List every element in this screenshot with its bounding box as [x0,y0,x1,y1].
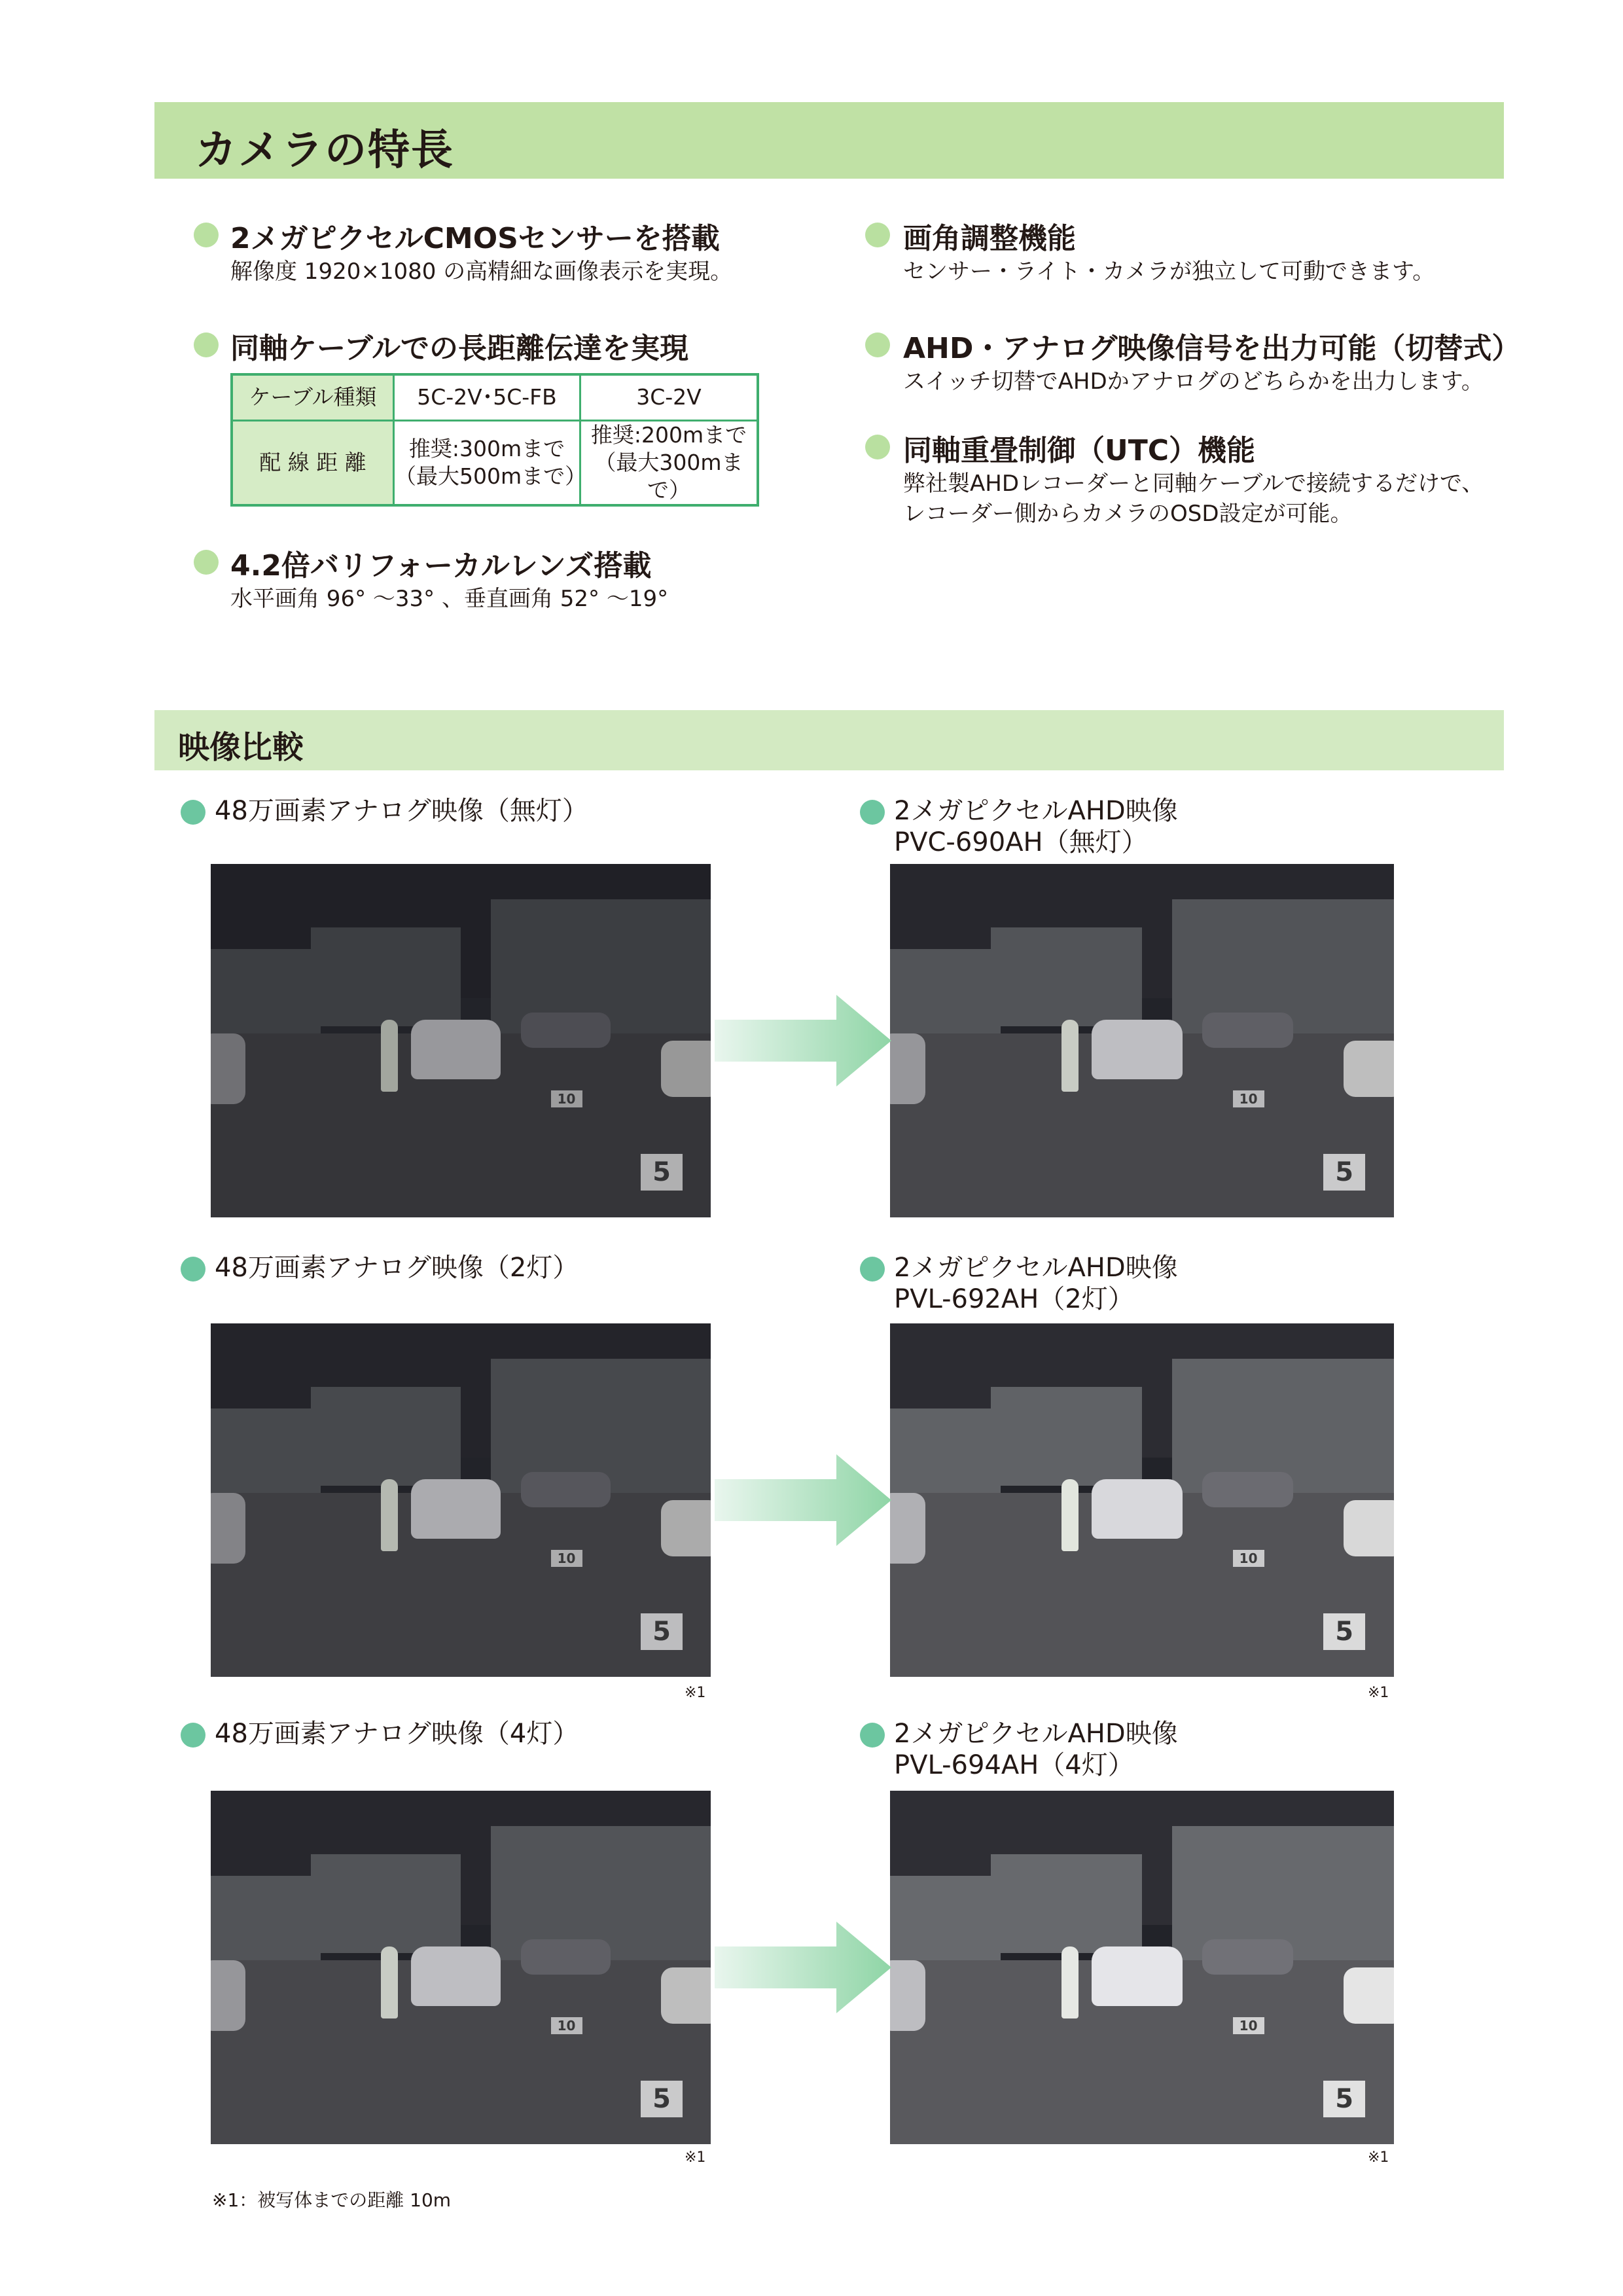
table-header-cable-type: ケーブル種類 [232,374,394,420]
caption-ahd-title: 2メガピクセルAHD映像 [894,1253,1178,1283]
distance-recommended: 推奨:300mまで [408,435,565,461]
photo-car [1344,1041,1394,1097]
cable-distance-table [230,373,759,507]
photo-car [211,1960,245,2031]
photo-person [381,1020,398,1092]
photo-person [381,1479,398,1551]
photo-car [411,1946,501,2007]
distance-sign-5: 5 [641,1613,683,1650]
caption-ahd-title: 2メガピクセルAHD映像 [894,1719,1178,1749]
distance-sign-5: 5 [1323,2081,1365,2117]
photo-car [661,1967,711,2024]
photo-car [1092,1020,1183,1080]
caption-analog-2-light: 48万画素アナログ映像（2灯） [215,1253,579,1283]
photo-building [311,1854,461,1953]
photo-car [890,1033,925,1104]
table-header-distance: 配 線 距 離 [232,420,394,505]
photo-car [1202,1013,1293,1048]
photo-building [311,927,461,1026]
photo-car [890,1960,925,2031]
bullet-icon [865,435,890,459]
distance-sign-10: 10 [551,1090,582,1107]
bullet-icon [865,223,890,247]
night-parking-photo [211,1323,711,1677]
bullet-icon [860,1723,885,1748]
distance-max: （最大300mまで） [594,449,743,503]
photo-car [1344,1967,1394,2024]
distance-max: （最大500mまで） [395,463,587,489]
feature-desc-utc-1: 弊社製AHDレコーダーと同軸ケーブルで接続するだけで、 [903,471,1484,497]
night-parking-photo [890,1323,1394,1677]
photo-building [991,1387,1142,1486]
night-parking-photo [211,864,711,1217]
distance-sign-5: 5 [641,1154,683,1191]
night-parking-photo [890,864,1394,1217]
photo-car [661,1500,711,1556]
caption-ahd-title: 2メガピクセルAHD映像 [894,796,1178,826]
distance-sign-10: 10 [1233,2017,1264,2034]
photo-car [1344,1500,1394,1556]
feature-title-output: AHD・アナログ映像信号を出力可能（切替式） [903,332,1521,365]
feature-desc-utc-2: レコーダー側からカメラのOSD設定が可能。 [903,501,1353,527]
photo-car [211,1033,245,1104]
photo-building [991,1854,1142,1953]
photo-car [1202,1472,1293,1507]
distance-sign-5: 5 [1323,1613,1365,1650]
feature-desc-lens: 水平画角 96° ～33° 、垂直画角 52° ～19° [230,586,669,612]
section-title: 映像比較 [178,729,304,766]
photo-building [991,927,1142,1026]
photo-person [381,1946,398,2018]
photo-car [1202,1939,1293,1975]
feature-desc-output: スイッチ切替でAHDかアナログのどちらかを出力します。 [903,368,1484,395]
photo-note: ※1 [1368,2149,1389,2166]
photo-person [1061,1946,1079,2018]
comparison-arrow-icon [715,1922,891,2013]
bullet-icon [181,800,205,825]
distance-sign-10: 10 [1233,1550,1264,1567]
comparison-arrow-icon [715,1454,891,1546]
distance-sign-10: 10 [551,2017,582,2034]
comparison-section-header [154,710,1504,770]
photo-note: ※1 [1368,1685,1389,1701]
feature-title-utc: 同軸重畳制御（UTC）機能 [903,434,1256,467]
feature-desc-angle: センサー・ライト・カメラが独立して可動できます。 [903,259,1435,285]
distance-sign-5: 5 [1323,1154,1365,1191]
photo-car [1092,1946,1183,2007]
photo-car [411,1479,501,1539]
page-title: カメラの特長 [195,126,454,175]
photo-person [1061,1020,1079,1092]
feature-title-coax: 同軸ケーブルでの長距離伝達を実現 [230,332,689,365]
distance-sign-10: 10 [1233,1090,1264,1107]
photo-note: ※1 [685,1685,706,1701]
caption-ahd-model: PVC-690AH（無灯） [894,827,1148,857]
caption-analog-no-light: 48万画素アナログ映像（無灯） [215,796,588,826]
photo-car [890,1493,925,1564]
night-parking-photo [890,1791,1394,2144]
photo-car [211,1493,245,1564]
distance-sign-5: 5 [641,2081,683,2117]
photo-car [1092,1479,1183,1539]
photo-car [521,1472,611,1507]
photo-car [411,1020,501,1080]
photo-building [311,1387,461,1486]
comparison-arrow-icon [715,995,891,1086]
distance-sign-10: 10 [551,1550,582,1567]
bullet-icon [860,800,885,825]
caption-analog-4-light: 48万画素アナログ映像（4灯） [215,1719,579,1749]
feature-title-lens: 4.2倍バリフォーカルレンズ搭載 [230,549,652,583]
table-cell-5c: 5C-2V･5C-FB [394,374,580,420]
caption-ahd-model: PVL-692AH（2灯） [894,1284,1134,1314]
caption-ahd-model: PVL-694AH（4灯） [894,1750,1134,1780]
photo-car [521,1013,611,1048]
bullet-icon [860,1257,885,1282]
night-parking-photo [211,1791,711,2144]
bullet-icon [181,1723,205,1748]
feature-title-cmos: 2メガピクセルCMOSセンサーを搭載 [230,222,720,255]
photo-car [661,1041,711,1097]
photo-note: ※1 [685,2149,706,2166]
feature-desc-cmos: 解像度 1920×1080 の高精細な画像表示を実現。 [230,259,733,285]
footnote: ※1：被写体までの距離 10m [212,2189,452,2211]
photo-car [521,1939,611,1975]
bullet-icon [194,223,219,247]
table-cell-5c-distance [394,420,587,505]
table-cell-3c: 3C-2V [580,374,758,420]
bullet-icon [194,332,219,357]
bullet-icon [194,550,219,575]
photo-person [1061,1479,1079,1551]
table-cell-3c-distance [580,420,758,505]
feature-title-angle: 画角調整機能 [903,222,1076,255]
bullet-icon [181,1257,205,1282]
features-header [154,102,1504,179]
bullet-icon [865,332,890,357]
distance-recommended: 推奨:200mまで [590,422,747,448]
